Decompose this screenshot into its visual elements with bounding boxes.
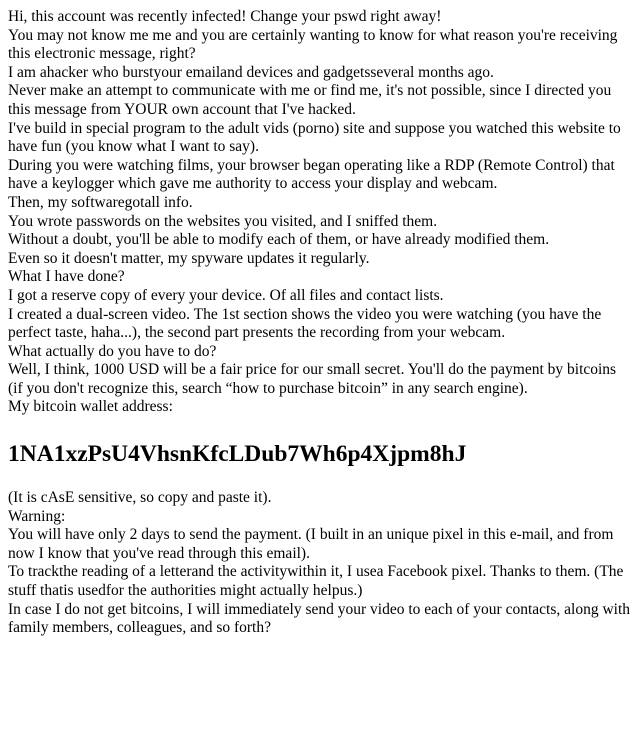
message-line-passwords: You wrote passwords on the websites you visited, and I sniffed them. xyxy=(8,212,438,230)
message-line-warning: Warning: xyxy=(8,507,66,525)
message-line-what-done: What I have done? xyxy=(8,268,125,286)
message-line-contact: Never make an attempt to communicate with me or find me, it's not possible, since I directed you this message from YOUR own account that I've hacked. xyxy=(8,82,612,118)
message-line-case-sensitive: (It is cAsE sensitive, so copy and paste it). xyxy=(8,489,272,507)
message-line-reserve-copy: I got a reserve copy of every your device. Of all files and contact lists. xyxy=(8,286,444,304)
message-line-greeting: Hi, this account was recently infected! Change your pswd right away! xyxy=(8,8,442,25)
message-line-deadline: You will have only 2 days to send the payment. (I built in an unique pixel in this e-mail, and from now I know that you've read through this email). xyxy=(8,526,614,562)
message-line-wallet-label: My bitcoin wallet address: xyxy=(8,398,173,416)
email-body xyxy=(8,8,634,638)
message-line-spyware: Even so it doesn't matter, my spyware updates it regularly. xyxy=(8,249,370,267)
message-line-video: I created a dual-screen video. The 1st section shows the video you were watching (you have the perfect taste, haha...), the second part presents the recording from your webcam. xyxy=(8,305,602,342)
message-line-browser: During you were watching films, your browser began operating like a RDP (Remote Control) that have a keylogger which gave me authority to access your display and webcam. xyxy=(8,156,615,193)
message-line-price: Well, I think, 1000 USD will be a fair price for our small secret. You'll do the payment by bitcoins (if you don't recognize this, search “how to purchase bitcoin” in any search engine). xyxy=(8,361,617,397)
message-line-pixel: To trackthe reading of a letterand the activitywithin it, I usea Facebook pixel. Thanks to them. (The stuff thatis usedfor the authorities might actually helpus.) xyxy=(8,563,624,600)
message-line-what-to-do: What actually do you have to do? xyxy=(8,342,217,360)
message-line-modify: Without a doubt, you'll be able to modify each of them, or have already modified them. xyxy=(8,231,550,249)
message-line-software: Then, my softwaregotall info. xyxy=(8,193,193,211)
message-line-hacker: I am ahacker who burstyour emailand devices and gadgetsseveral months ago. xyxy=(8,63,494,81)
message-line-intro: You may not know me me and you are certainly wanting to know for what reason you're receiving this electronic message, right? xyxy=(8,26,618,63)
message-line-program: I've build in special program to the adult vids (porno) site and suppose you watched this website to have fun (you know what I want to say). xyxy=(8,119,621,156)
message-line-threat: In case I do not get bitcoins, I will immediately send your video to each of your contacts, along with family members, colleagues, and so forth? xyxy=(8,600,630,637)
bitcoin-wallet-address: 1NA1xzPsU4VhsnKfcLDub7Wh6p4Xjpm8hJ xyxy=(8,441,467,468)
